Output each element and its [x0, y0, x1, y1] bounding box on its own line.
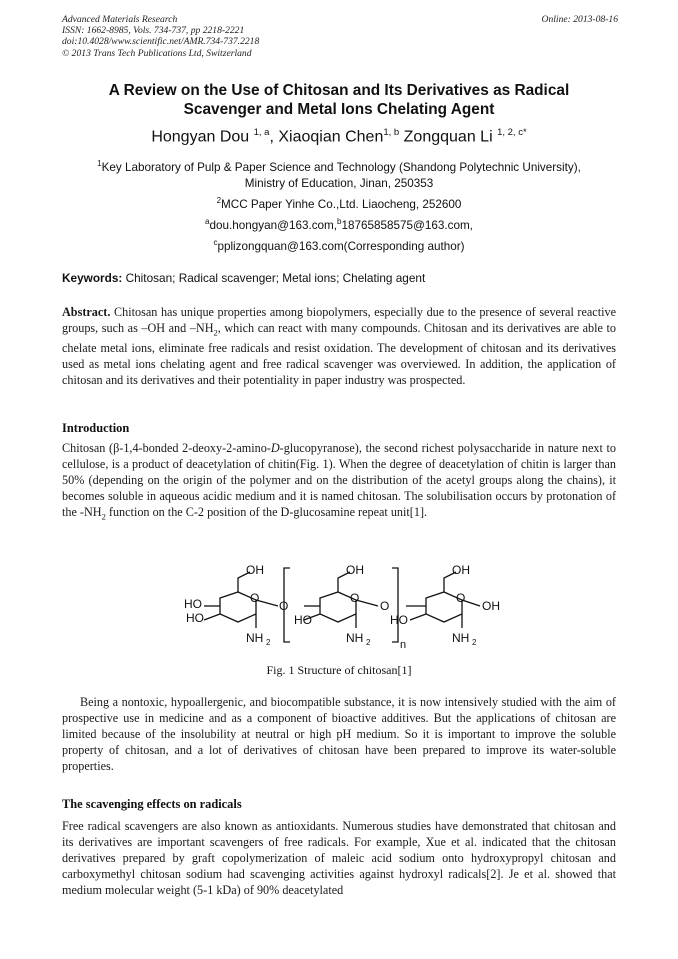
keywords [62, 271, 618, 285]
keywords-label: Keywords: [62, 271, 123, 285]
label-ring-o: O [250, 591, 260, 605]
label-oh: OH [482, 599, 500, 613]
label-nh: NH [452, 631, 470, 645]
copyright-line: © 2013 Trans Tech Publications Ltd, Switzerland [62, 47, 252, 59]
title-line-1: A Review on the Use of Chitosan and Its Derivatives as Radical [108, 82, 570, 99]
label-ho: HO [184, 597, 202, 611]
issn-line: ISSN: 1662-8985, Vols. 734-737, pp 2218-2221 [62, 25, 245, 37]
scavenging-heading: The scavenging effects on radicals [62, 797, 242, 811]
introduction-heading: Introduction [62, 421, 130, 435]
introduction-paragraph-2: Being a nontoxic, hypoallergenic, and biocompatible substance, it is now intensively studied with the aim of prospective use in medicine and as a component of bioactive additives. But the applications of chitosan are limited because of the insolubility at neutral or high pH medium. So it is important to improve the soluble property of chitosan, and a lot of derivatives of chitosan have been prepared to improve its water-soluble properties. [62, 695, 616, 773]
online-date: Online: 2013-08-16 [541, 14, 618, 25]
author-separator: , [269, 128, 279, 146]
email-sup: b [337, 217, 342, 226]
label-glycosidic-o: O [279, 599, 289, 613]
figure-caption: Fig. 1 Structure of chitosan[1] [266, 663, 412, 677]
label-ho: HO [294, 613, 312, 627]
author-affil-sup: 1, a [253, 127, 270, 138]
intro-text-3: function on the C-2 position of the D-glucosamine repeat unit[1]. [105, 505, 428, 519]
author-name: Zongquan Li [403, 128, 493, 146]
email-sup: c [213, 238, 218, 247]
label-nh: NH [346, 631, 364, 645]
author-affil-sup: 1, 2, c* [497, 127, 527, 138]
author-name: Hongyan Dou [151, 128, 250, 146]
label-oh: OH [452, 563, 470, 577]
label-sub2: 2 [472, 638, 477, 647]
abstract-subscript: 2 [213, 327, 218, 338]
affiliation-1 [60, 156, 618, 192]
label-sub2: 2 [266, 638, 271, 647]
label-n: n [400, 639, 407, 650]
label-ring-o: O [456, 591, 466, 605]
title-line-2: Scavenger and Metal Ions Chelating Agent [183, 101, 495, 118]
email-a: dou.hongyan@163.com, [209, 218, 338, 232]
label-ring-o: O [350, 591, 360, 605]
label-oh: OH [246, 563, 264, 577]
doi-line: doi:10.4028/www.scientific.net/AMR.734-737.2218 [62, 36, 260, 48]
journal-meta [62, 14, 618, 59]
author-list [60, 127, 618, 146]
introduction-paragraph-1 [62, 440, 616, 524]
email-line-1 [60, 214, 618, 234]
abstract-text-2: , which can react with many compounds. Chitosan and its derivatives are able to chelate metal ions, eliminate free radicals and resist oxidation. The development of chitosan and its derivatives used as metal ions chelating agent and free radical scavenger was overviewed. In addition, the application of chitosan and its derivatives and their potentiality in paper industry was prospected. [62, 321, 616, 388]
email-line-2 [60, 235, 618, 255]
label-oh: OH [346, 563, 364, 577]
intro-italic: D [270, 441, 280, 455]
email-sup: a [205, 217, 210, 226]
author-affil-sup: 1, b [383, 127, 400, 138]
abstract-text-1: Chitosan has unique properties among biopolymers, especially due to the presence of several reactive groups, such as –OH and –NH [62, 305, 616, 335]
paper-title [60, 81, 618, 119]
label-sub2: 2 [366, 638, 371, 647]
intro-text-1: Chitosan (β-1,4-bonded 2-deoxy-2-amino- [62, 441, 271, 455]
affil-1-line-1: Key Laboratory of Pulp & Paper Science and Technology (Shandong Polytechnic University), [101, 160, 581, 174]
author-name: Xiaoqian Chen [278, 128, 384, 146]
chitosan-structure-figure [180, 562, 510, 650]
affil-sup: 1 [97, 159, 102, 168]
label-nh: NH [246, 631, 264, 645]
intro-subscript: 2 [101, 511, 106, 522]
abstract-paragraph [62, 304, 616, 388]
label-ho: HO [390, 613, 408, 627]
affiliation-2 [60, 193, 618, 213]
journal-name: Advanced Materials Research [62, 14, 178, 25]
intro-text-2: -glucopyranose), the second richest polysaccharide in nature next to cellulose, is a product of deacetylation of chitin(Fig. 1). When the degree of deacetylation of chitin is larger than 50% (depending on the origin of the polymer and on the distribution of the acetyl groups along the chains), it becomes soluble in aqueous acidic medium and it is named chitosan. The solubilisation occurs by protonation of the -NH [62, 441, 616, 519]
affil-sup: 2 [216, 196, 222, 205]
label-ho: HO [186, 611, 204, 625]
label-glycosidic-o: O [380, 599, 390, 613]
abstract-label: Abstract. [62, 305, 111, 319]
scavenging-paragraph: Free radical scavengers are also known as antioxidants. Numerous studies have demonstrated that chitosan and its derivatives are important scavengers of free radicals. For example, Xue et al. indicated that the chitosan derivatives prepared by graft copolymerization of maleic acid sodium onto hydroxypropyl chitosan and carboxymethyl chitosan sodium had scavenging activities against hydroxyl radicals[2]. Je et al. showed that medium molecular weight (5-1 kDa) of 90% deacetylated [62, 819, 616, 897]
affil-1-line-2: Ministry of Education, Jinan, 250353 [244, 176, 434, 190]
email-c: pplizongquan@163.com(Corresponding author) [217, 239, 465, 253]
affil-2-text: MCC Paper Yinhe Co.,Ltd. Liaocheng, 252600 [221, 197, 462, 211]
keywords-text: Chitosan; Radical scavenger; Metal ions; Chelating agent [122, 271, 426, 285]
email-b: 18765858575@163.com, [341, 218, 473, 232]
